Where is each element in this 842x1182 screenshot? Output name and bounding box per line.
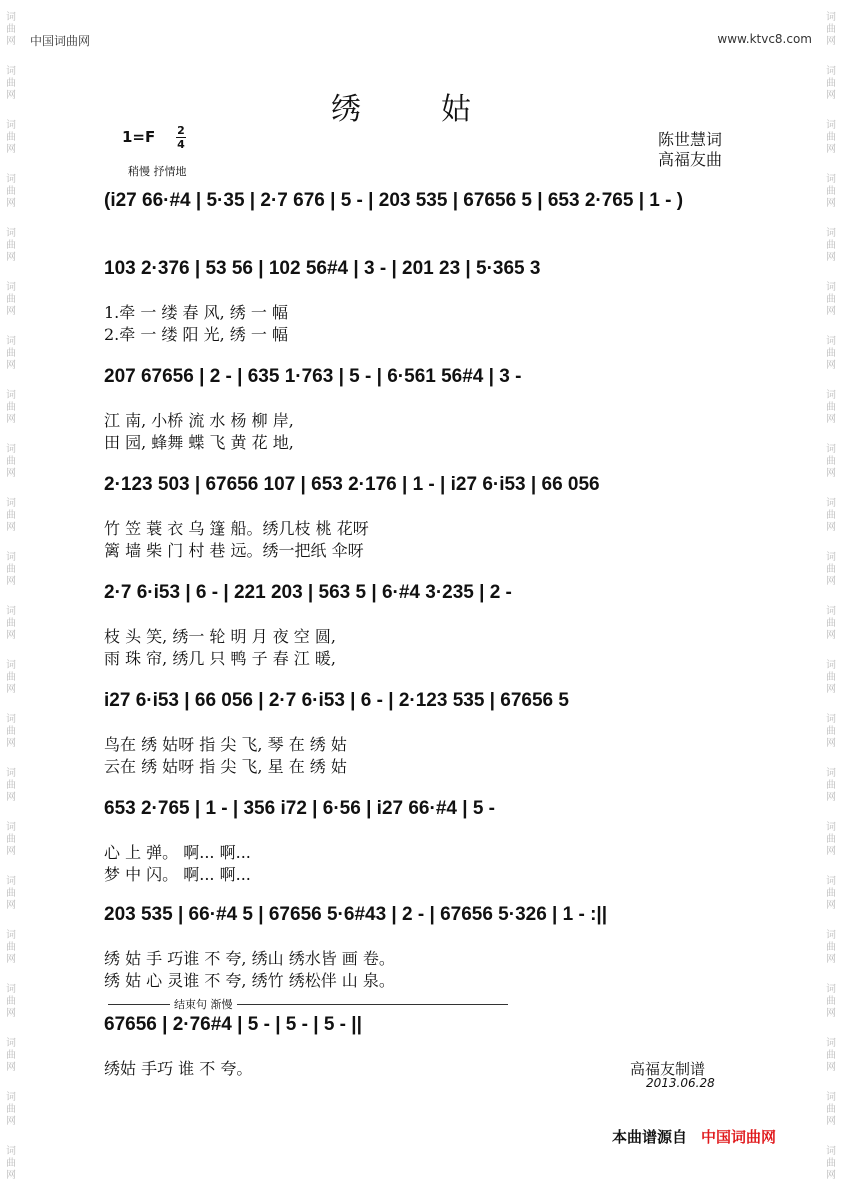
- watermark-text: 词 曲 网: [6, 768, 16, 803]
- watermark-text: 词 曲 网: [826, 282, 836, 317]
- song-title: 绣姑: [331, 92, 551, 127]
- notation-line: 2·7 6·i53 | 6 - | 221 203 | 563 5 | 6·#4 3·235 | 2 -: [104, 582, 512, 603]
- watermark-text: 词 曲 网: [826, 120, 836, 155]
- watermark-text: 词 曲 网: [6, 876, 16, 911]
- credits: [658, 130, 722, 170]
- watermark-text: 词 曲 网: [6, 282, 16, 317]
- watermark-text: 词 曲 网: [826, 390, 836, 425]
- time-signature-bottom: 4: [177, 138, 185, 151]
- notation-line: 67656 | 2·76#4 | 5 - | 5 - | 5 - ||: [104, 1014, 362, 1035]
- watermark-text: 词 曲 网: [6, 120, 16, 155]
- watermark-text: 词 曲 网: [826, 1038, 836, 1073]
- lyric-line: 绣 姑 心 灵谁 不 夸, 绣竹 绣松伴 山 泉。: [104, 971, 395, 990]
- watermark-text: 词 曲 网: [826, 930, 836, 965]
- transcription-date: 2013.06.28: [646, 1076, 715, 1090]
- time-signature: [176, 124, 186, 151]
- notation-line: 103 2·376 | 53 56 | 102 56#4 | 3 - | 201 23 | 5·365 3: [104, 258, 541, 279]
- watermark-text: 词 曲 网: [6, 390, 16, 425]
- watermark-text: 词 曲 网: [826, 876, 836, 911]
- watermark-text: 词 曲 网: [826, 822, 836, 857]
- transcriber: 高福友制谱: [630, 1060, 706, 1078]
- watermark-text: 词 曲 网: [6, 930, 16, 965]
- tempo-marking: 稍慢 抒情地: [128, 165, 187, 178]
- lyricist: 陈世慧词: [658, 130, 723, 149]
- watermark-text: 词 曲 网: [826, 498, 836, 533]
- right-watermark-strip: [820, 0, 842, 1181]
- watermark-text: 词 曲 网: [826, 66, 836, 101]
- watermark-text: 词 曲 网: [826, 228, 836, 263]
- lyric-line: 云在 绣 姑呀 指 尖 飞, 星 在 绣 姑: [104, 757, 347, 776]
- watermark-text: 词 曲 网: [6, 660, 16, 695]
- ending-label: 结束句 渐慢: [170, 996, 237, 1012]
- watermark-text: 词 曲 网: [826, 1092, 836, 1127]
- watermark-text: 词 曲 网: [6, 66, 16, 101]
- watermark-text: 词 曲 网: [6, 1038, 16, 1073]
- watermark-text: 词 曲 网: [6, 228, 16, 263]
- key-signature: 1=F: [122, 128, 156, 146]
- watermark-text: 词 曲 网: [6, 552, 16, 587]
- lyric-line: 雨 珠 帘, 绣几 只 鸭 子 春 江 暖,: [104, 649, 336, 668]
- watermark-text: 词 曲 网: [826, 768, 836, 803]
- notation-line: (i27 66·#4 | 5·35 | 2·7 676 | 5 - | 203 535 | 67656 5 | 653 2·765 | 1 - ): [104, 190, 684, 211]
- time-signature-top: 2: [177, 124, 185, 137]
- lyric-line: 绣 姑 手 巧谁 不 夸, 绣山 绣水皆 画 卷。: [104, 949, 395, 968]
- watermark-text: 词 曲 网: [6, 498, 16, 533]
- notation-line: 653 2·765 | 1 - | 356 i72 | 6·56 | i27 66·#4 | 5 -: [104, 798, 495, 819]
- lyric-line: 篱 墙 柴 门 村 巷 远。绣一把纸 伞呀: [104, 541, 364, 560]
- watermark-text: 词 曲 网: [6, 174, 16, 209]
- watermark-text: 词 曲 网: [6, 822, 16, 857]
- lyric-line: 鸟在 绣 姑呀 指 尖 飞, 琴 在 绣 姑: [104, 735, 347, 754]
- watermark-text: 词 曲 网: [6, 1092, 16, 1127]
- notation-line: 207 67656 | 2 - | 635 1·763 | 5 - | 6·561 56#4 | 3 -: [104, 366, 522, 387]
- watermark-text: 词 曲 网: [826, 336, 836, 371]
- lyric-line: 1.牵 一 缕 春 风, 绣 一 幅: [104, 303, 288, 322]
- site-url-header: www.ktvc8.com: [717, 32, 812, 46]
- notation-line: 203 535 | 66·#4 5 | 67656 5·6#43 | 2 - | 67656 5·326 | 1 - :||: [104, 904, 608, 925]
- lyric-line: 江 南, 小桥 流 水 杨 柳 岸,: [104, 411, 294, 430]
- watermark-text: 词 曲 网: [6, 984, 16, 1019]
- notation-line: i27 6·i53 | 66 056 | 2·7 6·i53 | 6 - | 2·123 535 | 67656 5: [104, 690, 569, 711]
- watermark-text: 词 曲 网: [826, 714, 836, 749]
- composer: 高福友曲: [658, 150, 723, 169]
- watermark-text: 词 曲 网: [6, 12, 16, 47]
- watermark-text: 词 曲 网: [6, 606, 16, 641]
- ending-bracket: [108, 1004, 508, 1005]
- source-credit: [612, 1126, 776, 1147]
- lyric-line: 心 上 弹。 啊... 啊...: [104, 843, 251, 862]
- watermark-text: 词 曲 网: [826, 552, 836, 587]
- lyric-line: 枝 头 笑, 绣一 轮 明 月 夜 空 圆,: [104, 627, 336, 646]
- lyric-line: 2.牵 一 缕 阳 光, 绣 一 幅: [104, 325, 288, 344]
- watermark-text: 词 曲 网: [6, 444, 16, 479]
- notation-line: 2·123 503 | 67656 107 | 653 2·176 | 1 - | i27 6·i53 | 66 056: [104, 474, 600, 495]
- lyric-line: 竹 笠 蓑 衣 乌 篷 船。绣几枝 桃 花呀: [104, 519, 369, 538]
- watermark-text: 词 曲 网: [826, 606, 836, 641]
- lyric-line: 梦 中 闪。 啊... 啊...: [104, 865, 251, 884]
- watermark-text: 词 曲 网: [826, 174, 836, 209]
- watermark-text: 词 曲 网: [826, 444, 836, 479]
- lyric-line: 田 园, 蜂舞 蝶 飞 黄 花 地,: [104, 433, 294, 452]
- watermark-text: 词 曲 网: [6, 714, 16, 749]
- source-label: 本曲谱源自: [612, 1128, 688, 1146]
- watermark-text: 词 曲 网: [826, 984, 836, 1019]
- source-brand: 中国词曲网: [701, 1128, 777, 1146]
- left-watermark-strip: [0, 0, 22, 1181]
- watermark-text: 词 曲 网: [6, 336, 16, 371]
- watermark-text: 词 曲 网: [826, 1146, 836, 1181]
- watermark-text: 词 曲 网: [826, 12, 836, 47]
- site-name-header: 中国词曲网: [30, 34, 91, 48]
- watermark-text: 词 曲 网: [6, 1146, 16, 1181]
- watermark-text: 词 曲 网: [826, 660, 836, 695]
- lyric-line: 绣姑 手巧 谁 不 夸。: [104, 1059, 253, 1078]
